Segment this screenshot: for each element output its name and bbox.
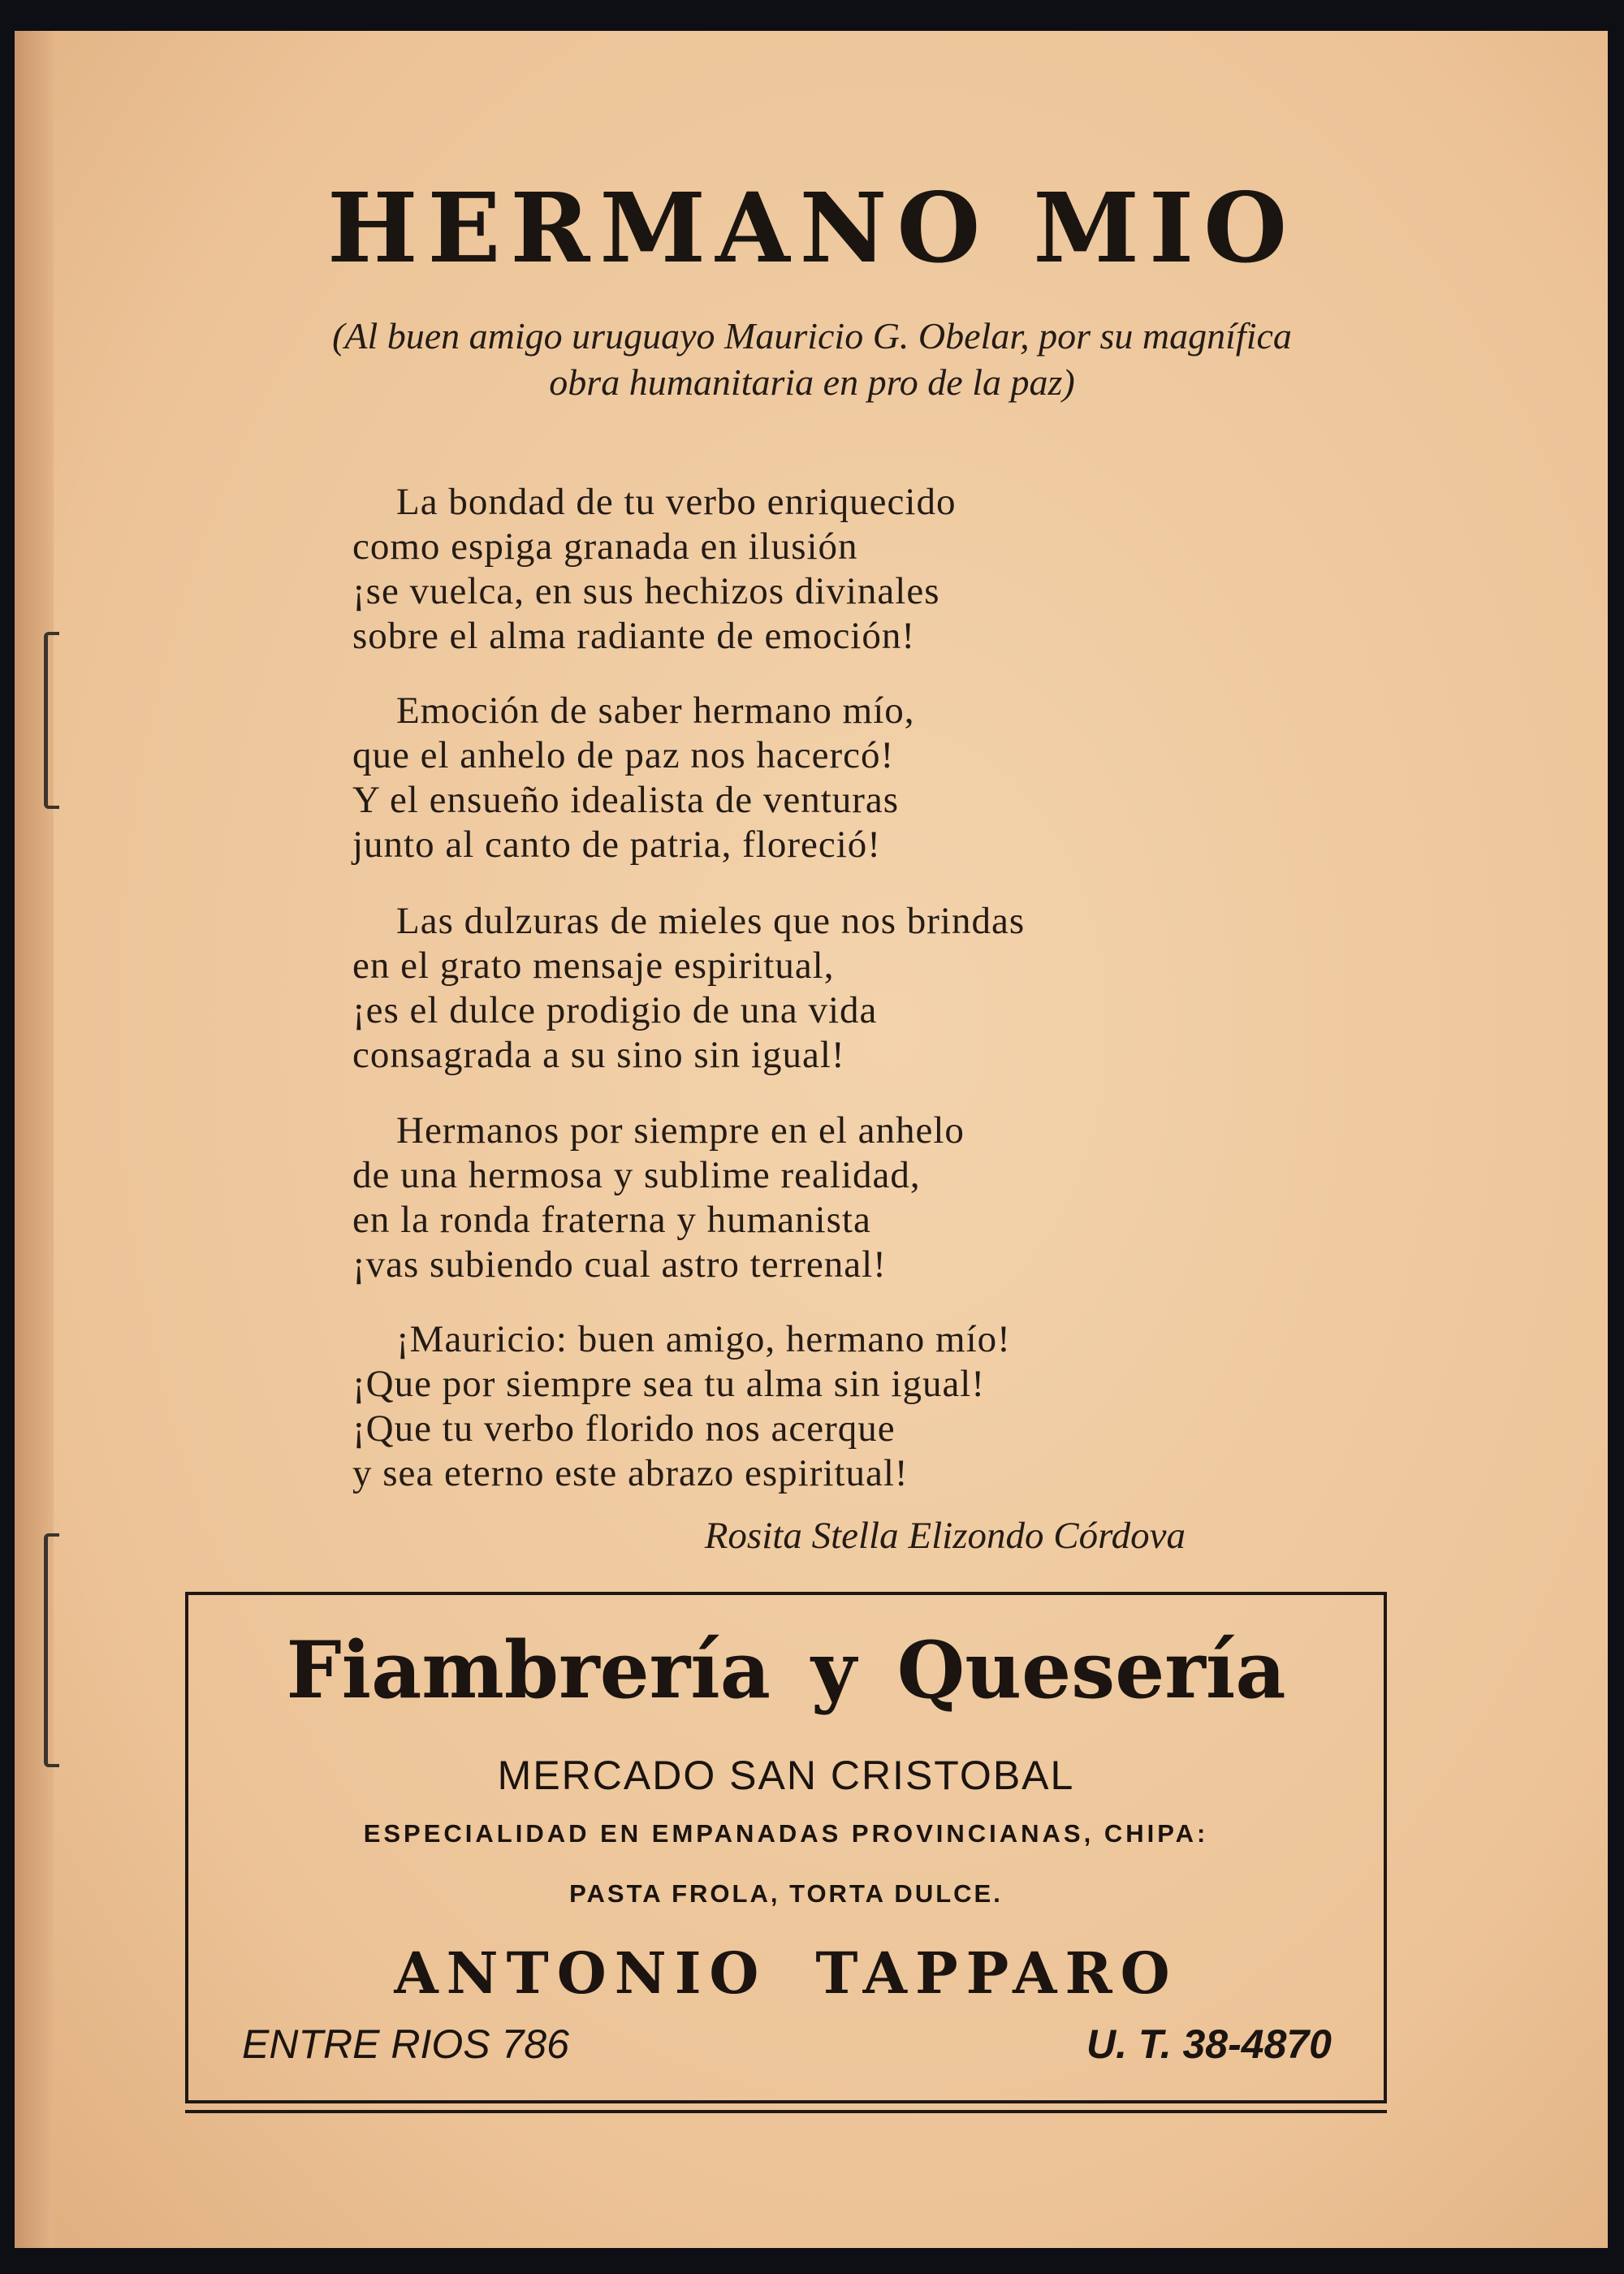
poem-line: de una hermosa y sublime realidad,: [352, 1154, 921, 1196]
poem-line: ¡Que por siempre sea tu alma sin igual!: [352, 1363, 986, 1405]
poem-line: Emoción de saber hermano mío,: [396, 690, 915, 732]
ad-headline-word: Quesería: [896, 1624, 1286, 1716]
ad-specialty-line-1: ESPECIALIDAD EN EMPANADAS PROVINCIANAS, CHIPA:: [363, 1819, 1209, 1848]
poem-stanza-5: [352, 1317, 1278, 1496]
poem-stanza-1: [352, 480, 1278, 659]
poem-line: consagrada a su sino sin igual!: [352, 1034, 845, 1076]
ad-address: ENTRE RIOS 786: [242, 2021, 569, 2067]
ad-bottom-rule: [185, 2110, 1387, 2113]
poem-stanza-3: [352, 899, 1278, 1078]
poem-line: Las dulzuras de mieles que nos brindas: [396, 900, 1026, 942]
poem-line: sobre el alma radiante de emoción!: [352, 615, 916, 657]
ad-market-name: MERCADO SAN CRISTOBAL: [497, 1753, 1075, 1798]
poem-line: como espiga granada en ilusión: [352, 525, 858, 568]
staple-bottom: [44, 1533, 59, 1767]
advertisement-box: [185, 1592, 1387, 2103]
poem-line: Hermanos por siempre en el anhelo: [396, 1109, 965, 1152]
poem-line: ¡vas subiendo cual astro terrenal!: [352, 1243, 887, 1286]
ad-phone: U. T. 38-4870: [1086, 2021, 1332, 2067]
ad-headline-word: y: [810, 1624, 857, 1716]
ad-specialty-line-2: PASTA FROLA, TORTA DULCE.: [569, 1879, 1003, 1908]
poem-line: en la ronda fraterna y humanista: [352, 1199, 871, 1241]
poem-line: junto al canto de patria, floreció!: [352, 824, 881, 866]
ad-owner-first: ANTONIO: [394, 1939, 767, 2007]
page-binding-edge: [15, 31, 54, 2248]
ad-owner-last: TAPPARO: [815, 1939, 1178, 2007]
ad-headline: [188, 1624, 1384, 1716]
poem-line: La bondad de tu verbo enriquecido: [396, 481, 957, 523]
poem-stanza-4: [352, 1109, 1278, 1287]
poem-line: que el anhelo de paz nos hacercó!: [352, 734, 895, 776]
poem-line: ¡Que tu verbo florido nos acerque: [352, 1407, 896, 1450]
poem-line: ¡es el dulce prodigio de una vida: [352, 989, 878, 1031]
poem-stanza-2: [352, 689, 1278, 867]
poem-line: y sea eterno este abrazo espiritual!: [352, 1452, 909, 1494]
ad-owner-name: [188, 1939, 1384, 2007]
poem-line: en el grato mensaje espiritual,: [352, 945, 835, 987]
poem-line: Y el ensueño idealista de venturas: [352, 779, 900, 821]
poem-author: Rosita Stella Elizondo Córdova: [704, 1515, 1186, 1557]
ad-headline-word: Fiambrería: [286, 1624, 771, 1716]
poem-title: HERMANO MIO: [327, 171, 1297, 284]
staple-top: [44, 632, 59, 809]
poem-line: ¡Mauricio: buen amigo, hermano mío!: [396, 1318, 1011, 1360]
poem-dedication: (Al buen amigo uruguayo Mauricio G. Obelar, por su magnífica obra humanitaria en pro de la paz): [332, 315, 1292, 403]
poem-line: ¡se vuelca, en sus hechizos divinales: [352, 570, 940, 612]
